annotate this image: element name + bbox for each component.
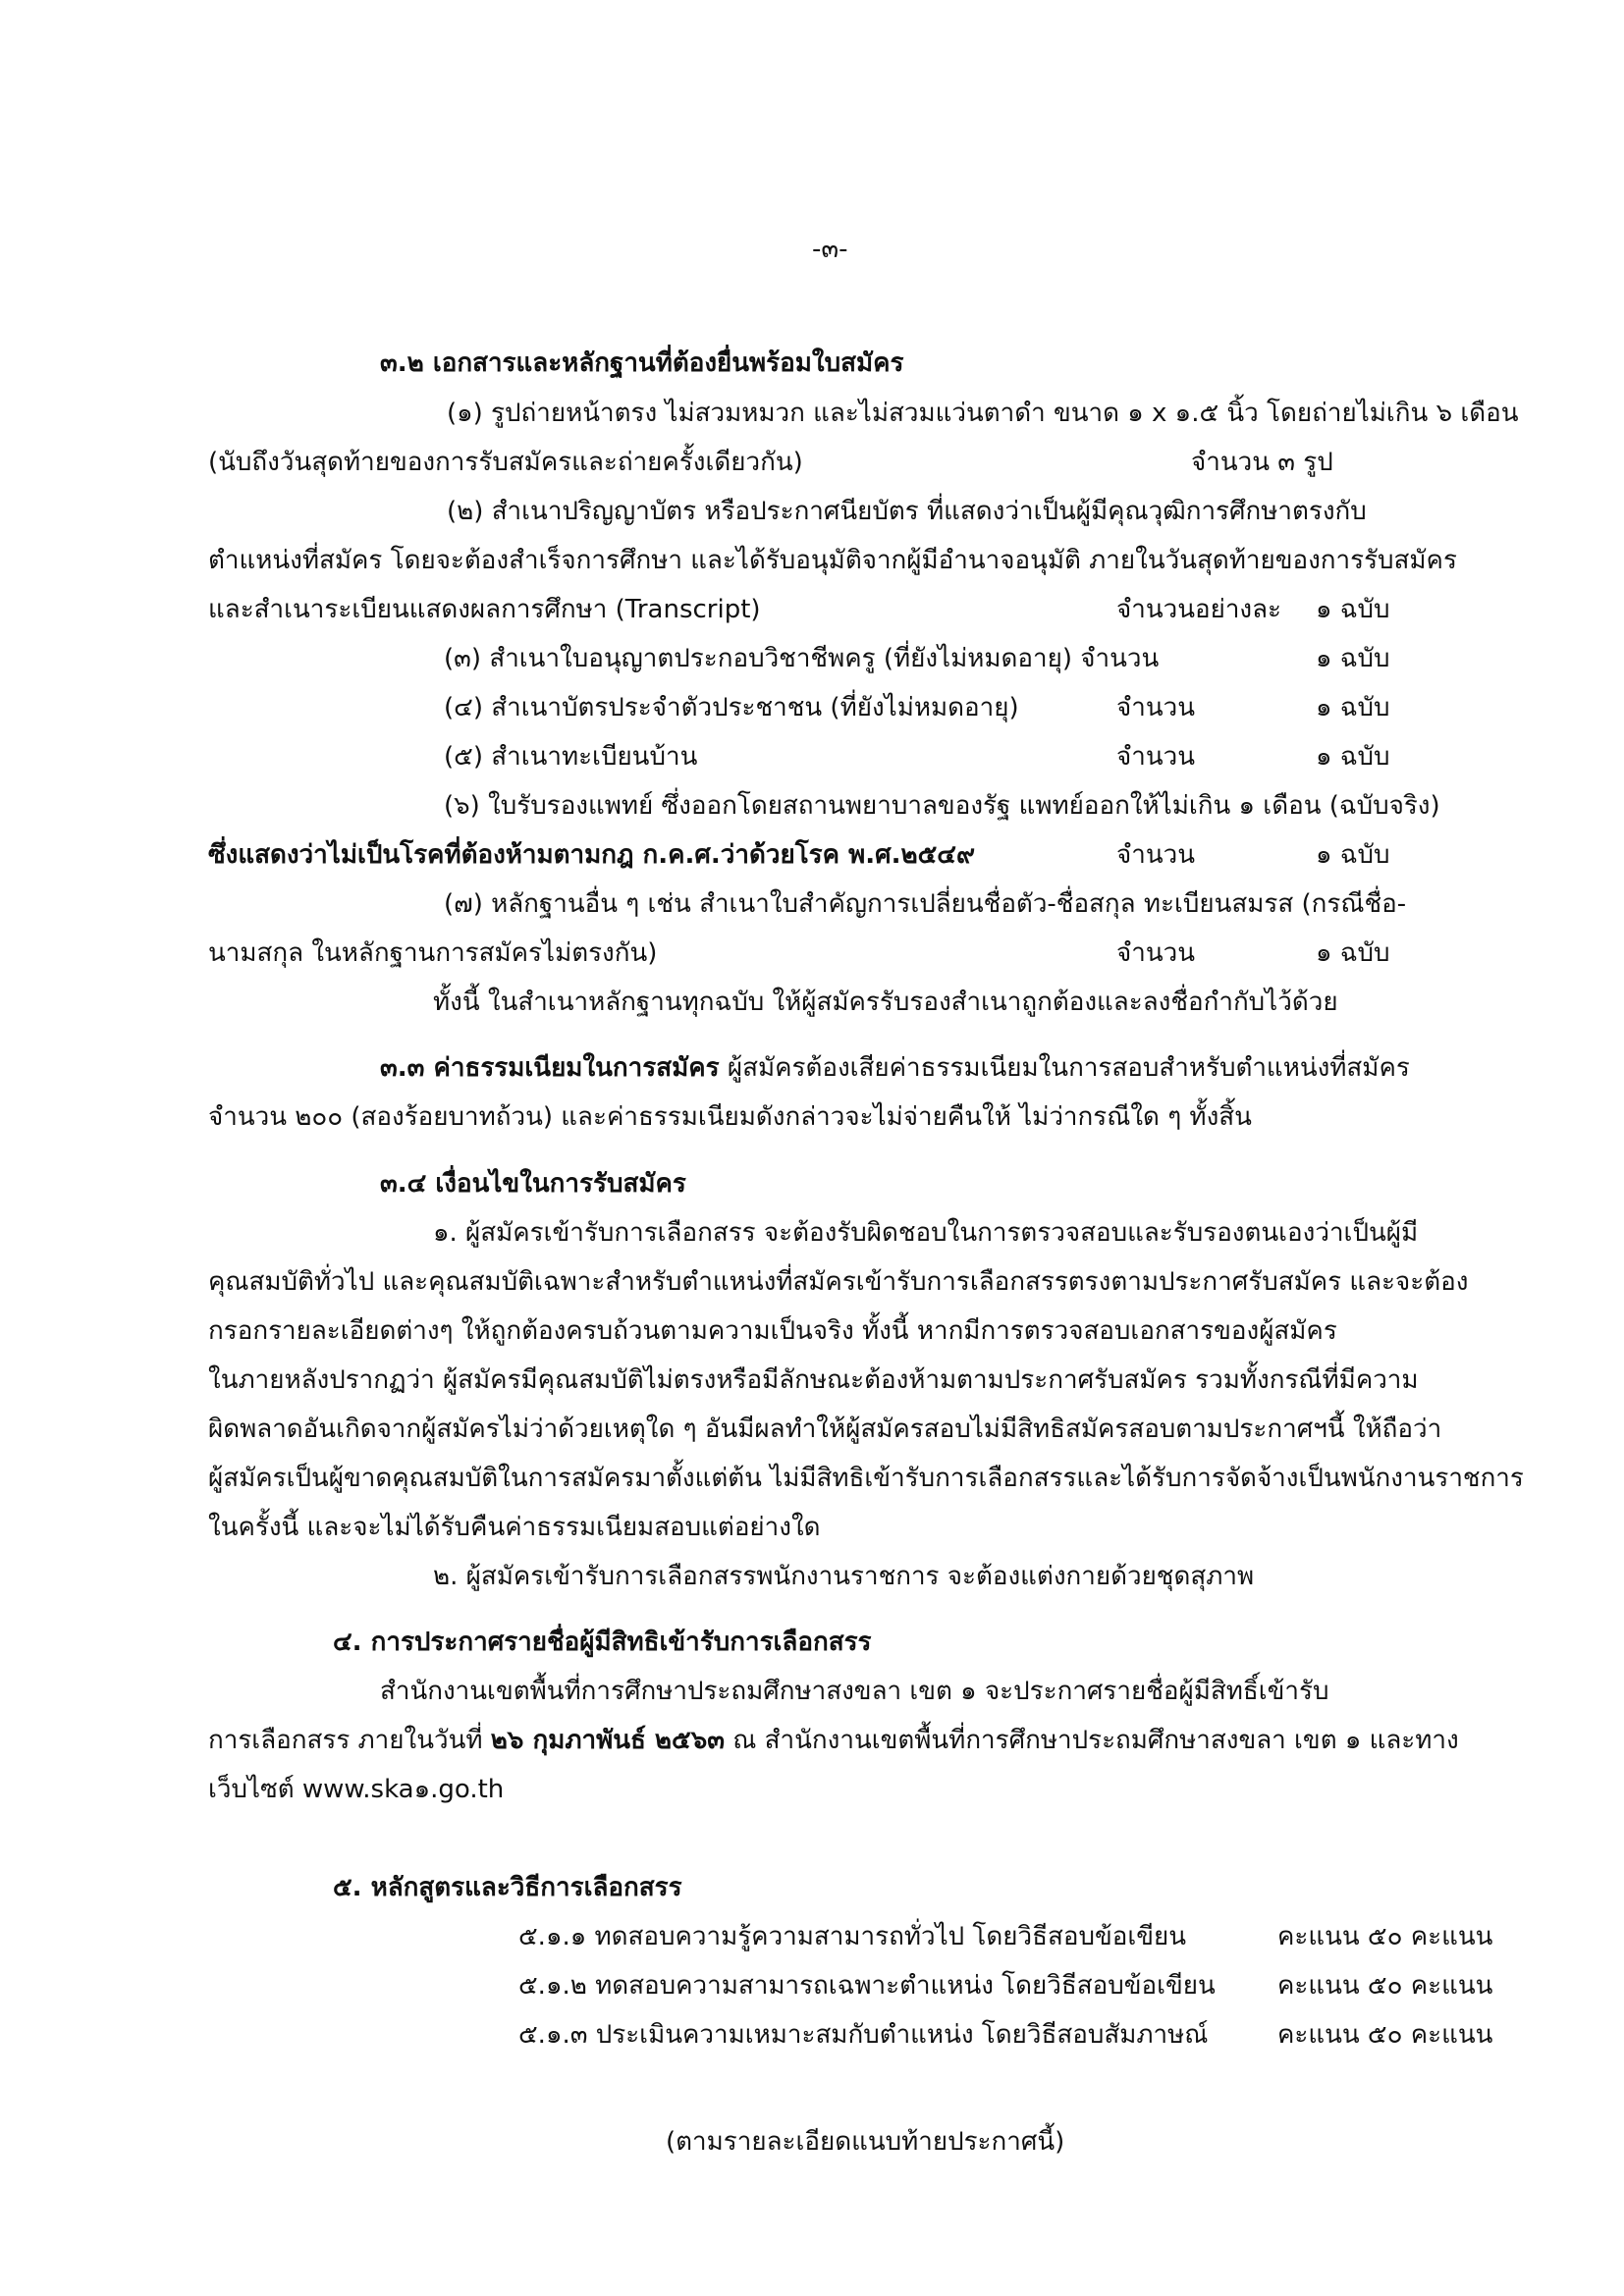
condition-1-line-6: ผู้สมัครเป็นผู้ขาดคุณสมบัติในการสมัครมาตั้งแต่ต้น ไม่มีสิทธิเข้ารับการเลือกสรรและได้รับการจัดจ้างเป็นพนักงานราชการ xyxy=(208,1464,1524,1493)
condition-1-line-7: ในครั้งนี้ และจะไม่ได้รับคืนค่าธรรมเนียมสอบแต่อย่างใด xyxy=(208,1513,821,1542)
condition-1-line-1: ๑. ผู้สมัครเข้ารับการเลือกสรร จะต้องรับผิดชอบในการตรวจสอบและรับรองตนเองว่าเป็นผู้มี xyxy=(433,1218,1419,1248)
item-7-quantity: ๑ ฉบับ xyxy=(1316,938,1390,968)
item-5-quantity: ๑ ฉบับ xyxy=(1316,742,1390,772)
item-2-line-1: (๒) สำเนาปริญญาบัตร หรือประกาศนียบัตร ที่แสดงว่าเป็นผู้มีคุณวุฒิการศึกษาตรงกับ xyxy=(447,497,1367,526)
section-3-4-heading: ๓.๔ เงื่อนไขในการรับสมัคร xyxy=(380,1169,686,1199)
condition-1-line-4: ในภายหลังปรากฏว่า ผู้สมัครมีคุณสมบัติไม่ตรงหรือมีลักษณะต้องห้ามตามประกาศรับสมัคร รวมทั้งกรณีที่มีความ xyxy=(208,1365,1419,1395)
item-7-line-1: (๗) หลักฐานอื่น ๆ เช่น สำเนาใบสำคัญการเปลี่ยนชื่อตัว-ชื่อสกุล ทะเบียนสมรส (กรณีชื่อ- xyxy=(444,889,1407,919)
item-4: (๔) สำเนาบัตรประจำตัวประชาชน (ที่ยังไม่หมดอายุ) xyxy=(444,693,1019,722)
item-2-quantity: ๑ ฉบับ xyxy=(1316,595,1390,624)
annex-note: (ตามรายละเอียดแนบท้ายประกาศนี้) xyxy=(666,2127,1065,2157)
exam-item-label: ๕.๑.๓ ประเมินความเหมาะสมกับตำแหน่ง โดยวิธีสอบสัมภาษณ์ xyxy=(518,2020,1209,2050)
section-3-3-line-1 xyxy=(380,1050,1410,1086)
section-3-2-heading: ๓.๒ เอกสารและหลักฐานที่ต้องยื่นพร้อมใบสมัคร xyxy=(380,348,904,378)
section-4-line-2-end: ณ สำนักงานเขตพื้นที่การศึกษาประถมศึกษาสงขลา เขต ๑ และทาง xyxy=(725,1726,1459,1755)
condition-1-line-3: กรอกรายละเอียดต่างๆ ให้ถูกต้องครบถ้วนตามความเป็นจริง ทั้งนี้ หากมีการตรวจสอบเอกสารของผู้สมัคร xyxy=(208,1316,1337,1346)
item-5-quantity-label: จำนวน xyxy=(1116,742,1195,772)
item-6-quantity-label: จำนวน xyxy=(1116,840,1195,870)
item-7-quantity-label: จำนวน xyxy=(1116,938,1195,968)
announcement-date: ๒๖ กุมภาพันธ์ ๒๕๖๓ xyxy=(490,1726,726,1755)
item-2-line-3: และสำเนาระเบียนแสดงผลการศึกษา (Transcript) xyxy=(208,595,761,624)
item-3: (๓) สำเนาใบอนุญาตประกอบวิชาชีพครู (ที่ยังไม่หมดอายุ) จำนวน xyxy=(444,644,1160,673)
section-4-line-2-start: การเลือกสรร ภายในวันที่ xyxy=(208,1726,491,1755)
section-3-3-line-2: จำนวน ๒๐๐ (สองร้อยบาทถ้วน) และค่าธรรมเนียมดังกล่าวจะไม่จ่ายคืนให้ ไม่ว่ากรณีใด ๆ ทั้งสิ้น xyxy=(208,1102,1252,1132)
section-4-line-3: เว็บไซต์ www.ska๑.go.th xyxy=(208,1775,505,1804)
item-5: (๕) สำเนาทะเบียนบ้าน xyxy=(444,742,698,772)
item-4-quantity-label: จำนวน xyxy=(1116,693,1195,722)
item-3-quantity: ๑ ฉบับ xyxy=(1316,644,1390,673)
section-4-heading: ๔. การประกาศรายชื่อผู้มีสิทธิเข้ารับการเลือกสรร xyxy=(333,1628,872,1657)
item-7-line-2: นามสกุล ในหลักฐานการสมัครไม่ตรงกัน) xyxy=(208,938,658,968)
section-3-3-text: ผู้สมัครต้องเสียค่าธรรมเนียมในการสอบสำหรับตำแหน่งที่สมัคร xyxy=(719,1053,1410,1083)
section-4-line-2 xyxy=(208,1723,1459,1758)
item-2-quantity-label: จำนวนอย่างละ xyxy=(1116,595,1282,624)
exam-item-score: คะแนน ๕๐ คะแนน xyxy=(1277,1922,1493,1951)
exam-item-score: คะแนน ๕๐ คะแนน xyxy=(1277,1971,1493,2001)
exam-item-score: คะแนน ๕๐ คะแนน xyxy=(1277,2020,1493,2050)
condition-2: ๒. ผู้สมัครเข้ารับการเลือกสรรพนักงานราชการ จะต้องแต่งกายด้วยชุดสุภาพ xyxy=(433,1562,1255,1591)
item-6-line-1: (๖) ใบรับรองแพทย์ ซึ่งออกโดยสถานพยาบาลของรัฐ แพทย์ออกให้ไม่เกิน ๑ เดือน (ฉบับจริง) xyxy=(444,791,1440,821)
page-number: -๓- xyxy=(812,235,848,264)
item-4-quantity: ๑ ฉบับ xyxy=(1316,693,1390,722)
item-1-line-2: (นับถึงวันสุดท้ายของการรับสมัครและถ่ายครั้งเดียวกัน) xyxy=(208,448,803,477)
exam-item-label: ๕.๑.๑ ทดสอบความรู้ความสามารถทั่วไป โดยวิธีสอบข้อเขียน xyxy=(518,1922,1187,1951)
condition-1-line-5: ผิดพลาดอันเกิดจากผู้สมัครไม่ว่าด้วยเหตุใด ๆ อันมีผลทำให้ผู้สมัครสอบไม่มีสิทธิสมัครสอบตามประกาศฯนี้ ให้ถือว่า xyxy=(208,1415,1442,1444)
section-5-heading: ๕. หลักสูตรและวิธีการเลือกสรร xyxy=(333,1873,682,1902)
item-6-quantity: ๑ ฉบับ xyxy=(1316,840,1390,870)
section-3-3-heading: ๓.๓ ค่าธรรมเนียมในการสมัคร xyxy=(380,1053,720,1083)
section-4-line-1: สำนักงานเขตพื้นที่การศึกษาประถมศึกษาสงขลา เขต ๑ จะประกาศรายชื่อผู้มีสิทธิ์เข้ารับ xyxy=(380,1677,1329,1706)
item-6-line-2: ซึ่งแสดงว่าไม่เป็นโรคที่ต้องห้ามตามกฎ ก.ค.ศ.ว่าด้วยโรค พ.ศ.๒๕๔๙ xyxy=(208,840,976,870)
item-2-line-2: ตำแหน่งที่สมัคร โดยจะต้องสำเร็จการศึกษา และได้รับอนุมัติจากผู้มีอำนาจอนุมัติ ภายในวันสุดท้ายของการรับสมัคร xyxy=(208,546,1457,575)
item-1-quantity: จำนวน ๓ รูป xyxy=(1191,448,1333,477)
exam-item-label: ๕.๑.๒ ทดสอบความสามารถเฉพาะตำแหน่ง โดยวิธีสอบข้อเขียน xyxy=(518,1971,1216,2001)
item-1-line-1: (๑) รูปถ่ายหน้าตรง ไม่สวมหมวก และไม่สวมแว่นตาดำ ขนาด ๑ x ๑.๕ นิ้ว โดยถ่ายไม่เกิน ๖ เดือน xyxy=(447,399,1519,428)
condition-1-line-2: คุณสมบัติทั่วไป และคุณสมบัติเฉพาะสำหรับตำแหน่งที่สมัครเข้ารับการเลือกสรรตรงตามประกาศรับสมัคร และจะต้อง xyxy=(208,1267,1469,1297)
section-3-2-note: ทั้งนี้ ในสำเนาหลักฐานทุกฉบับ ให้ผู้สมัครรับรองสำเนาถูกต้องและลงชื่อกำกับไว้ด้วย xyxy=(433,988,1338,1017)
